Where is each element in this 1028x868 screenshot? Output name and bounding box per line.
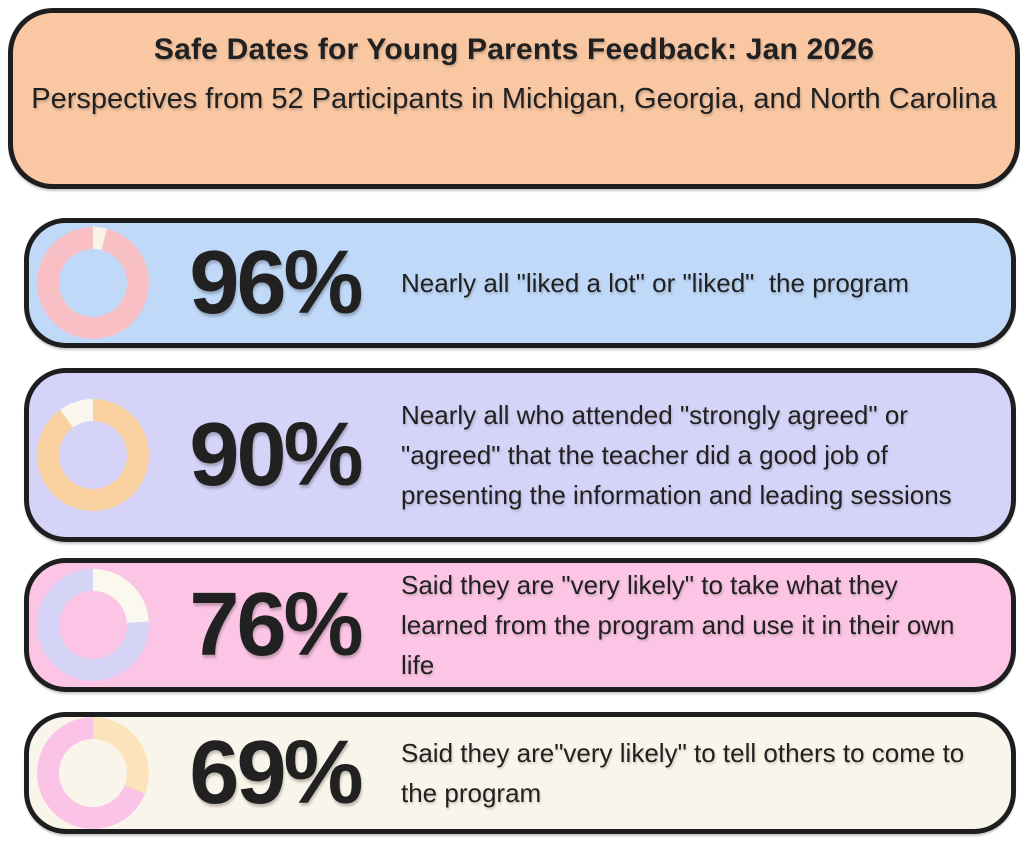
donut-hole [59,421,127,489]
donut-hole [59,591,127,659]
donut-chart-69-percent [37,717,149,829]
stat-percent: 90% [189,404,361,505]
donut-chart-90-percent [37,399,149,511]
page-subtitle: Perspectives from 52 Participants in Michigan, Georgia, and North Carolina [31,83,997,115]
stat-card-tell-others [24,712,1016,834]
stat-description: Said they are"very likely" to tell others to come to the program [401,738,972,808]
stat-card-use-in-own-life [24,558,1016,692]
stat-card-teacher-presentation [24,368,1016,542]
stat-percent: 69% [189,722,361,823]
donut-hole [59,739,127,807]
donut-chart-96-percent [37,227,149,339]
stat-description: Said they are "very likely" to take what they learned from the program and use it in their own life [401,570,962,680]
stat-description: Nearly all "liked a lot" or "liked" the program [401,268,910,298]
header-card [8,8,1020,189]
donut-hole [59,249,127,317]
page-title: Safe Dates for Young Parents Feedback: Jan 2026 [153,33,875,66]
stat-percent: 96% [189,232,361,333]
stat-card-liked-program [24,218,1016,348]
donut-chart-76-percent [37,569,149,681]
stat-description: Nearly all who attended "strongly agreed" or "agreed" that the teacher did a good job of presenting the information and leading sessions [401,400,952,510]
stat-percent: 76% [189,574,361,675]
